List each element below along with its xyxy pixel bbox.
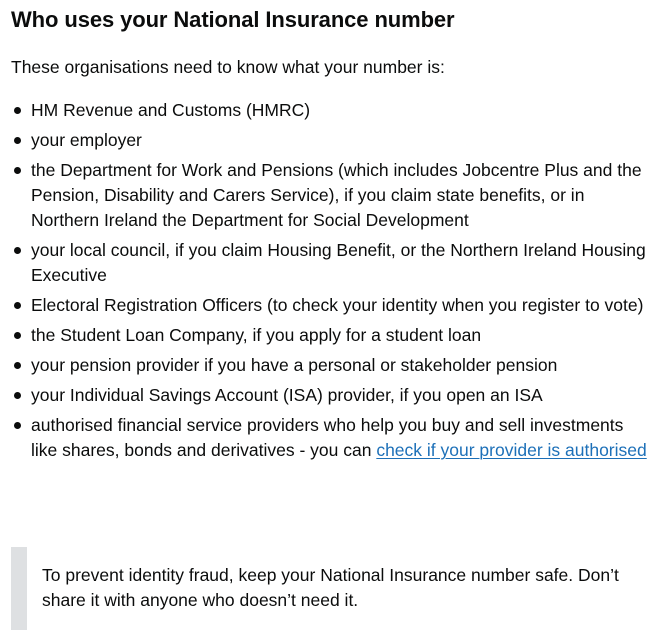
bullet-icon (14, 167, 21, 174)
bullet-icon (14, 392, 21, 399)
bullet-icon (14, 137, 21, 144)
bullet-icon (14, 247, 21, 254)
list-item-text: HM Revenue and Customs (HMRC) (31, 100, 311, 120)
list-item (11, 383, 651, 408)
section-heading: Who uses your National Insurance number (11, 7, 455, 32)
bullet-icon (14, 107, 21, 114)
check-provider-authorised-link[interactable]: check if your provider is authorised (376, 440, 647, 460)
intro-paragraph: These organisations need to know what your number is: (11, 57, 445, 77)
list-item (11, 238, 651, 288)
list-item-text: the Department for Work and Pensions (which includes Jobcentre Plus and the Pension, Disability and Carers Service), if you claim state benefits, or in Northern Ireland the Department for Social Development (31, 160, 642, 230)
list-item (11, 293, 651, 318)
main-content (11, 0, 651, 468)
bullet-icon (14, 362, 21, 369)
bullet-icon (14, 332, 21, 339)
list-item (11, 323, 651, 348)
list-item-text: your employer (31, 130, 142, 150)
bullet-icon (14, 302, 21, 309)
list-item (11, 158, 651, 233)
list-item (11, 353, 651, 378)
list-item (11, 128, 651, 153)
inset-text (11, 547, 651, 630)
list-item-text: your pension provider if you have a personal or stakeholder pension (31, 355, 558, 375)
list-item-text: your local council, if you claim Housing Benefit, or the Northern Ireland Housing Executive (31, 240, 646, 285)
organisations-list (11, 98, 651, 463)
bullet-icon (14, 422, 21, 429)
list-item-text: Electoral Registration Officers (to check your identity when you register to vote) (31, 295, 644, 315)
list-item (11, 98, 651, 123)
inset-message: To prevent identity fraud, keep your National Insurance number safe. Don’t share it with anyone who doesn’t need it. (42, 565, 619, 610)
list-item-text: authorised financial service providers who help you buy and sell investments like shares, bonds and derivatives - you can (31, 415, 624, 460)
list-item-text: the Student Loan Company, if you apply for a student loan (31, 325, 482, 345)
list-item-text: your Individual Savings Account (ISA) provider, if you open an ISA (31, 385, 543, 405)
list-item (11, 413, 651, 463)
